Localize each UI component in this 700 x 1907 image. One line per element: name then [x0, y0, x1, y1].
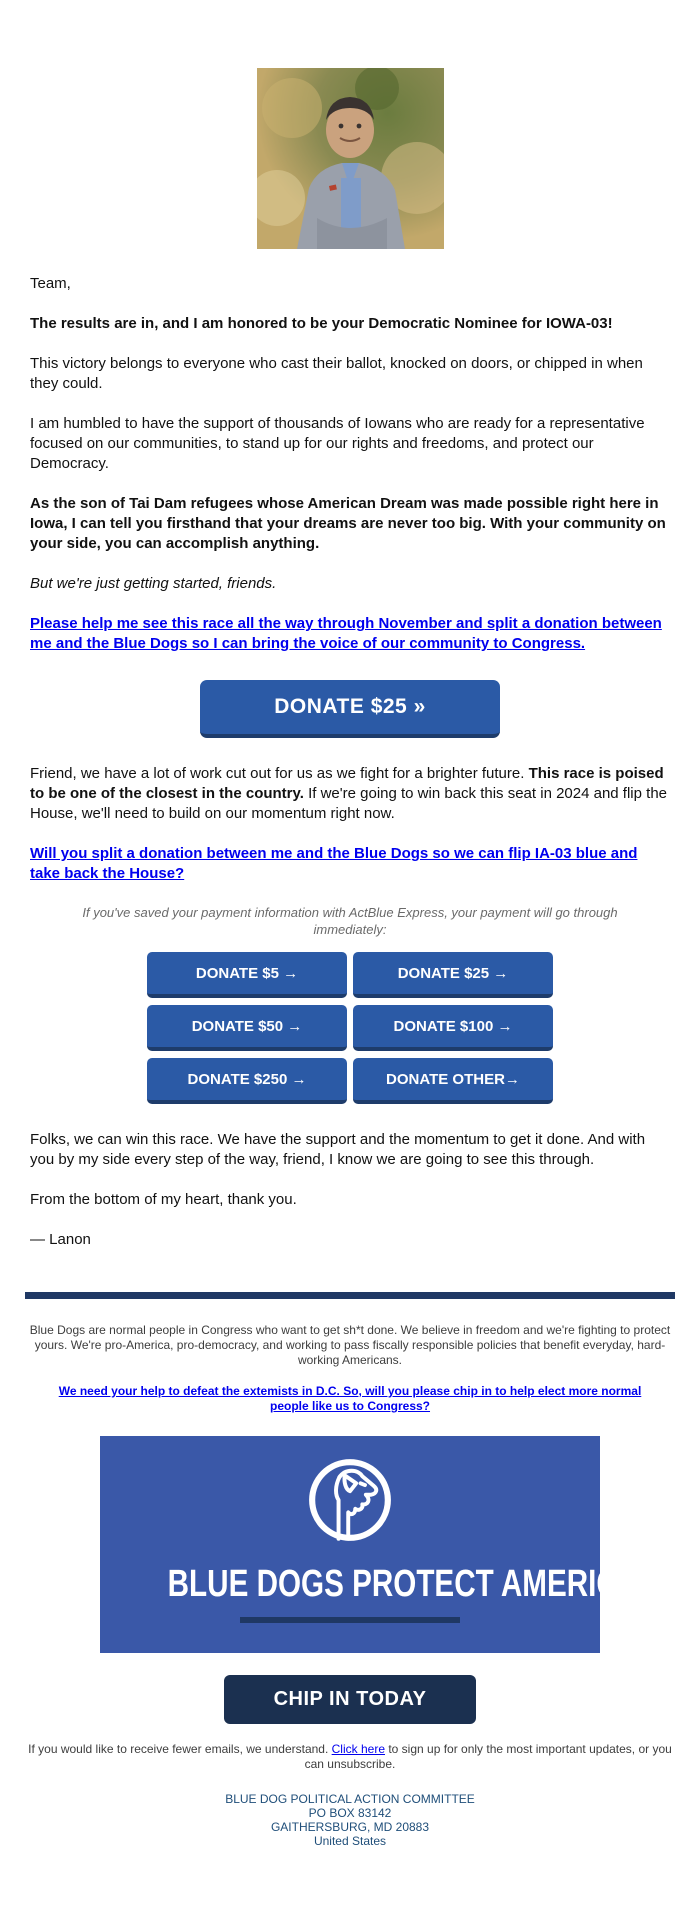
donate-25-button[interactable]: DONATE $25 » — [200, 680, 500, 738]
address-committee-name: BLUE DOG POLITICAL ACTION COMMITTEE — [225, 1792, 475, 1806]
paragraph-friend-start: Friend, we have a lot of work cut out for us as we fight for a brighter future. — [30, 765, 529, 782]
paragraph-son-of-refugees: As the son of Tai Dam refugees whose American Dream was made possible right here in Iowa, I can tell you firsthand that your dreams are never too big. With your community on your side, you can accomplish anything. — [30, 495, 666, 552]
footer-about-text: Blue Dogs are normal people in Congress who want to get sh*t done. We believe in freedom and we're fighting to protect yours. We're pro-America, pro-democracy, and working to pass fiscally responsible policies that benefit everyday, hard-working Americans. — [29, 1323, 671, 1367]
paragraph-humbled: I am humbled to have the support of thousands of Iowans who are ready for a representative focused on our communities, to stand up for our rights and freedoms, and protect our Democracy. — [30, 415, 645, 472]
paragraph-victory: This victory belongs to everyone who cast their ballot, knocked on doors, or chipped in when they could. — [30, 355, 643, 392]
donate-25-grid-button[interactable]: DONATE $25 → — [353, 952, 553, 998]
greeting: Team, — [30, 275, 71, 292]
blue-dogs-banner[interactable] — [100, 1436, 648, 1653]
unsubscribe-text — [18, 1742, 682, 1772]
banner-underline — [240, 1617, 460, 1623]
donate-250-button[interactable]: DONATE $250 → — [147, 1058, 347, 1104]
paragraph-friend-bold: This race is poised to be one of the closest in the country. — [30, 765, 664, 802]
click-here-link[interactable]: Click here — [331, 1742, 385, 1756]
photo-container — [0, 0, 700, 254]
flip-ia03-link[interactable]: Will you split a donation between me and the Blue Dogs so we can flip IA-03 blue and take back the House? — [30, 845, 638, 882]
banner-title: BLUE DOGS PROTECT AMERICA. — [167, 1563, 648, 1605]
paragraph-friend-end: If we're going to win back this seat in 2024 and flip the House, we'll need to build on our momentum right now. — [30, 785, 668, 822]
address-country: United States — [313, 1834, 387, 1848]
committee-address — [0, 1792, 700, 1848]
actblue-express-note: If you've saved your payment information with ActBlue Express, your payment will go through immediately: — [82, 905, 618, 937]
section-divider — [25, 1292, 675, 1299]
candidate-photo-illustration — [257, 68, 444, 249]
chip-in-today-button[interactable]: CHIP IN TODAY — [224, 1675, 476, 1724]
candidate-photo — [257, 68, 444, 249]
split-donation-link[interactable]: Please help me see this race all the way through November and split a donation between me and the Blue Dogs so I can bring the voice of our community to Congress. — [30, 615, 662, 652]
blue-dog-logo-icon — [306, 1456, 394, 1544]
donate-amount-grid — [147, 952, 553, 1104]
paragraph-friend — [30, 764, 670, 824]
email-content — [0, 274, 700, 1250]
unsubscribe-text-start: If you would like to receive fewer emails, we understand. — [28, 1742, 332, 1756]
paragraph-getting-started: But we're just getting started, friends. — [30, 575, 277, 592]
unsubscribe-text-end: to sign up for only the most important updates, or you can unsubscribe. — [304, 1742, 672, 1771]
paragraph-results: The results are in, and I am honored to be your Democratic Nominee for IOWA-03! — [30, 315, 613, 332]
donate-50-button[interactable]: DONATE $50 → — [147, 1005, 347, 1051]
paragraph-thanks: From the bottom of my heart, thank you. — [30, 1191, 297, 1208]
address-city-state-zip: GAITHERSBURG, MD 20883 — [270, 1820, 430, 1834]
donate-other-button[interactable]: DONATE OTHER→ — [353, 1058, 553, 1104]
footer-chip-in-link[interactable]: We need your help to defeat the extemists in D.C. So, will you please chip in to help elect more normal people like us to Congress? — [58, 1384, 642, 1413]
paragraph-folks: Folks, we can win this race. We have the support and the momentum to get it done. And with you by my side every step of the way, friend, I know we are going to see this through. — [30, 1131, 646, 1168]
donate-5-button[interactable]: DONATE $5 → — [147, 952, 347, 998]
donate-100-button[interactable]: DONATE $100 → — [353, 1005, 553, 1051]
address-po-box: PO BOX 83142 — [308, 1806, 392, 1820]
signature: — Lanon — [30, 1231, 91, 1248]
